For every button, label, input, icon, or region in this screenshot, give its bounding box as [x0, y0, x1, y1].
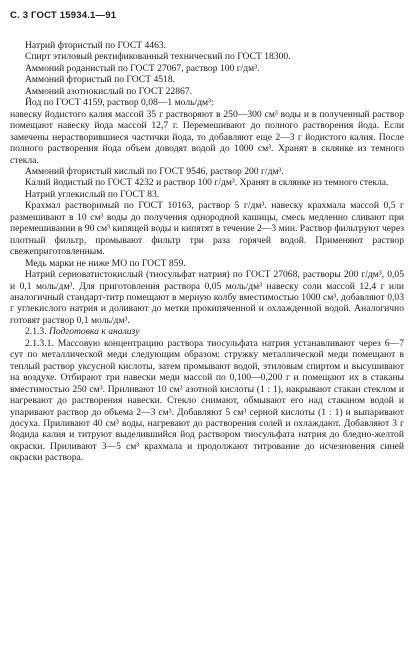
page-header: С. 3 ГОСТ 15934.1—91 — [10, 10, 117, 21]
paragraph: Йод по ГОСТ 4159, раствор 0,08—1 моль/дм³: — [25, 97, 214, 109]
paragraph: Спирт этиловый ректификованный технический по ГОСТ 18300. — [25, 51, 291, 63]
paragraph: Аммоний роданистый по ГОСТ 27067, раствор 100 г/дм³. — [25, 62, 260, 74]
paragraph: Калий йодистый по ГОСТ 4232 и раствор 100 г/дм³. Хранят в склянке из темного стекла. — [25, 177, 389, 189]
paragraph: Крахмал растворимый по ГОСТ 10163, раствор 5 г/дм³. навеску крахмала массой 0,5 г размешивают в 10 см³ воды до получения однородной кашицы, смесь медленно сливают при перемешивании в 90 см³ кипящей воды и кипятят в течение 2—3 мин. Раствор фильтруют через плотный фильтр, промывают фильтр три раза горячей водой. Применяют раствор свежеприготовленным. — [10, 200, 404, 258]
paragraph: Натрий серноватистокислый (тиосульфат натрия) по ГОСТ 27068, растворы 200 г/дм³, 0,05 и 0,1 моль/дм³. Для приготовления раствора 0,05 моль/дм³ навеску соли массой 12,4 г или аналогичный стандарт-титр помещают в мерную колбу вместимостью 1000 см³, добавляют 0,03 г углекислого натрия и доливают до метки прокипяченной и охлажденной водой. Аналогично готовят раствор 0,1 моль/дм³. — [10, 269, 404, 326]
paragraph: Медь марки не ниже МО по ГОСТ 859. — [25, 257, 186, 269]
section-heading — [10, 326, 404, 337]
paragraph: 2.1.3.1. Массовую концентрацию раствора тиосульфата натрия устанавливают через 6—7 сут по металлической меди следующим образом: стружку металлической меди помещают в теплый раствор уксусной кислоты, затем промывают водой, этиловым спиртом и высушивают на воздухе. Отбирают три навески меди массой по 0,100—0,200 г и помещают их в стаканы вместимостью 250 см³. Приливают 10 см³ азотной кислоты (1 : 1), накрывают стакан стеклом и нагревают до растворения навески. Стекло снимают, обмывают его над стаканом водой и упаривают раствор до объема 2—3 см³. Добавляют 5 см³ серной кислоты (1 : 1) и выпаривают досуха. Приливают 40 см³ воды, нагревают до растворения солей и охлаждают. Добавляют 3 г йодида калия и титруют выделившийся йод раствором тиосульфата натрия до бледно-желтой окраски. Приливают 3—5 см³ крахмала и продолжают титрование до исчезновения синей окраски раствора. — [10, 337, 404, 464]
paragraph: Натрий фтористый по ГОСТ 4463. — [25, 40, 167, 51]
section-number: 2.1.3. — [25, 326, 47, 338]
paragraph: Аммоний азотнокислый по ГОСТ 22867. — [25, 85, 192, 97]
paragraph: Аммоний фтористый по ГОСТ 4518. — [25, 74, 176, 86]
document-body — [10, 40, 404, 464]
paragraph: Натрий углекислый по ГОСТ 83. — [25, 188, 160, 200]
paragraph: навеску йодистого калия массой 35 г растворяют в 250—300 см³ воды и в полученный раствор помещают навеску йода массой 12,7 г. Перемешивают до полного растворения йода. Если замечены нерастворившиеся частички йода, то добавляют еще 2—3 г йодистого калия. После полного растворения йода объем доводят водой до 1000 см³. Хранят в склянке из темного стекла. — [10, 108, 404, 166]
paragraph: Аммоний фтористый кислый по ГОСТ 9546, раствор 200 г/дм³. — [25, 165, 284, 177]
section-title: Подготовка к анализу — [49, 326, 140, 338]
